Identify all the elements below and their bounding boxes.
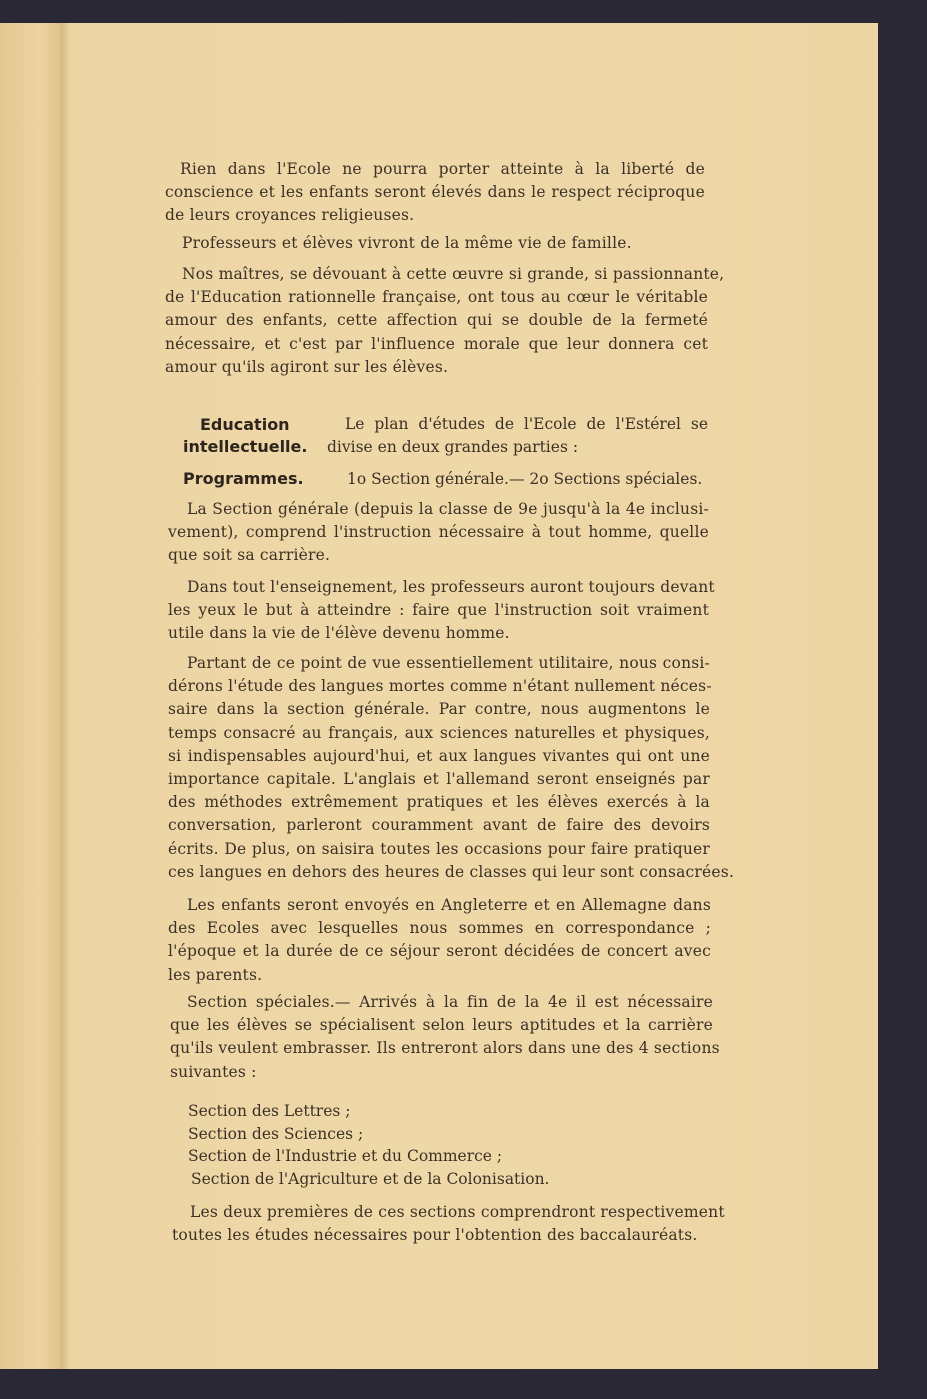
text-line: Professeurs et élèves vivront de la même vie de famille.: [182, 234, 632, 252]
list-item: Section de l'Industrie et du Commerce ;: [188, 1147, 503, 1166]
text-line: nécessaire, et c'est par l'influence morale que leur donnera cet: [165, 334, 708, 353]
paragraph-1: [165, 158, 705, 228]
text-line: amour des enfants, cette affection qui se double de la fermeté: [165, 311, 708, 330]
programmes-text: 1o Section générale.— 2o Sections spéciales.: [347, 470, 703, 488]
text-line: Les deux premières de ces sections comprendront respectivement: [190, 1203, 725, 1221]
education-text-2: divise en deux grandes parties :: [327, 438, 579, 456]
text-line: Les enfants seront envoyés en Angleterre et en Allemagne dans: [187, 896, 711, 914]
text-line: suivantes :: [170, 1062, 257, 1081]
paragraph-9: [172, 1201, 725, 1247]
text-line: dérons l'étude des langues mortes comme n'étant nullement néces-: [168, 677, 712, 696]
paragraph-5: [168, 576, 715, 646]
paragraph-2: [182, 232, 722, 255]
text-line: qu'ils veulent embrasser. Ils entreront alors dans une des 4 sections: [170, 1039, 720, 1058]
text-line: La Section générale (depuis la classe de 9e jusqu'à la 4e inclusi-: [187, 500, 709, 518]
text-line: de leurs croyances religieuses.: [165, 206, 415, 225]
list-item: Section des Lettres ;: [188, 1102, 351, 1120]
text-line: des Ecoles avec lesquelles nous sommes en correspondance ;: [168, 919, 711, 938]
text-line: Dans tout l'enseignement, les professeurs auront toujours devant: [187, 578, 715, 596]
text-line: toutes les études nécessaires pour l'obtention des baccalauréats.: [172, 1226, 698, 1245]
text-line: Rien dans l'Ecole ne pourra porter atteinte à la liberté de: [180, 160, 705, 178]
text-line: que soit sa carrière.: [168, 546, 331, 565]
text-line: utile dans la vie de l'élève devenu homme.: [168, 624, 510, 643]
text-line: ces langues en dehors des heures de classes qui leur sont consacrées.: [168, 862, 735, 881]
text-line: importance capitale. L'anglais et l'allemand seront enseignés par: [168, 770, 710, 789]
text-line: saire dans la section générale. Par contre, nous augmentons le: [168, 700, 710, 719]
text-line: que les élèves se spécialisent selon leurs aptitudes et la carrière: [170, 1016, 713, 1035]
text-line: si indispensables aujourd'hui, et aux langues vivantes qui ont une: [168, 746, 710, 765]
paragraph-8: [170, 991, 720, 1084]
sections-list: [188, 1100, 549, 1191]
text-line: Partant de ce point de vue essentiellement utilitaire, nous consi-: [187, 654, 710, 672]
text-line: l'époque et la durée de ce séjour seront décidées de concert avec: [168, 942, 711, 961]
text-line: écrits. De plus, on saisira toutes les occasions pour faire pratiquer: [168, 839, 710, 858]
text-line: conscience et les enfants seront élevés dans le respect réciproque: [165, 183, 705, 202]
text-line: de l'Education rationnelle française, ont tous au cœur le véritable: [165, 288, 708, 307]
text-line: conversation, parleront couramment avant de faire des devoirs: [168, 816, 710, 835]
section-heading-programmes: Programmes.: [183, 469, 304, 488]
text-line: temps consacré au français, aux sciences naturelles et physiques,: [168, 723, 710, 742]
section-heading-education: Education: [200, 415, 290, 434]
text-line: Section spéciales.— Arrivés à la fin de la 4e il est nécessaire: [187, 993, 713, 1011]
text-line: les parents.: [168, 965, 263, 984]
paragraph-3: [165, 263, 725, 379]
paragraph-7: [168, 894, 711, 987]
list-item: Section de l'Agriculture et de la Colonisation.: [191, 1170, 550, 1189]
text-line: les yeux le but à atteindre : faire que l'instruction soit vraiment: [168, 601, 709, 620]
paragraph-4: [168, 498, 709, 568]
section-heading-intellectuelle: intellectuelle.: [183, 437, 308, 456]
education-text-1: Le plan d'études de l'Ecole de l'Estérel se: [345, 415, 708, 433]
text-line: Nos maîtres, se dévouant à cette œuvre si grande, si passionnante,: [182, 265, 725, 283]
text-line: des méthodes extrêmement pratiques et les élèves exercés à la: [168, 793, 710, 812]
paragraph-6: [168, 652, 735, 884]
text-line: vement), comprend l'instruction nécessaire à tout homme, quelle: [168, 523, 709, 542]
list-item: Section des Sciences ;: [188, 1124, 364, 1143]
text-line: amour qu'ils agiront sur les élèves.: [165, 357, 449, 376]
